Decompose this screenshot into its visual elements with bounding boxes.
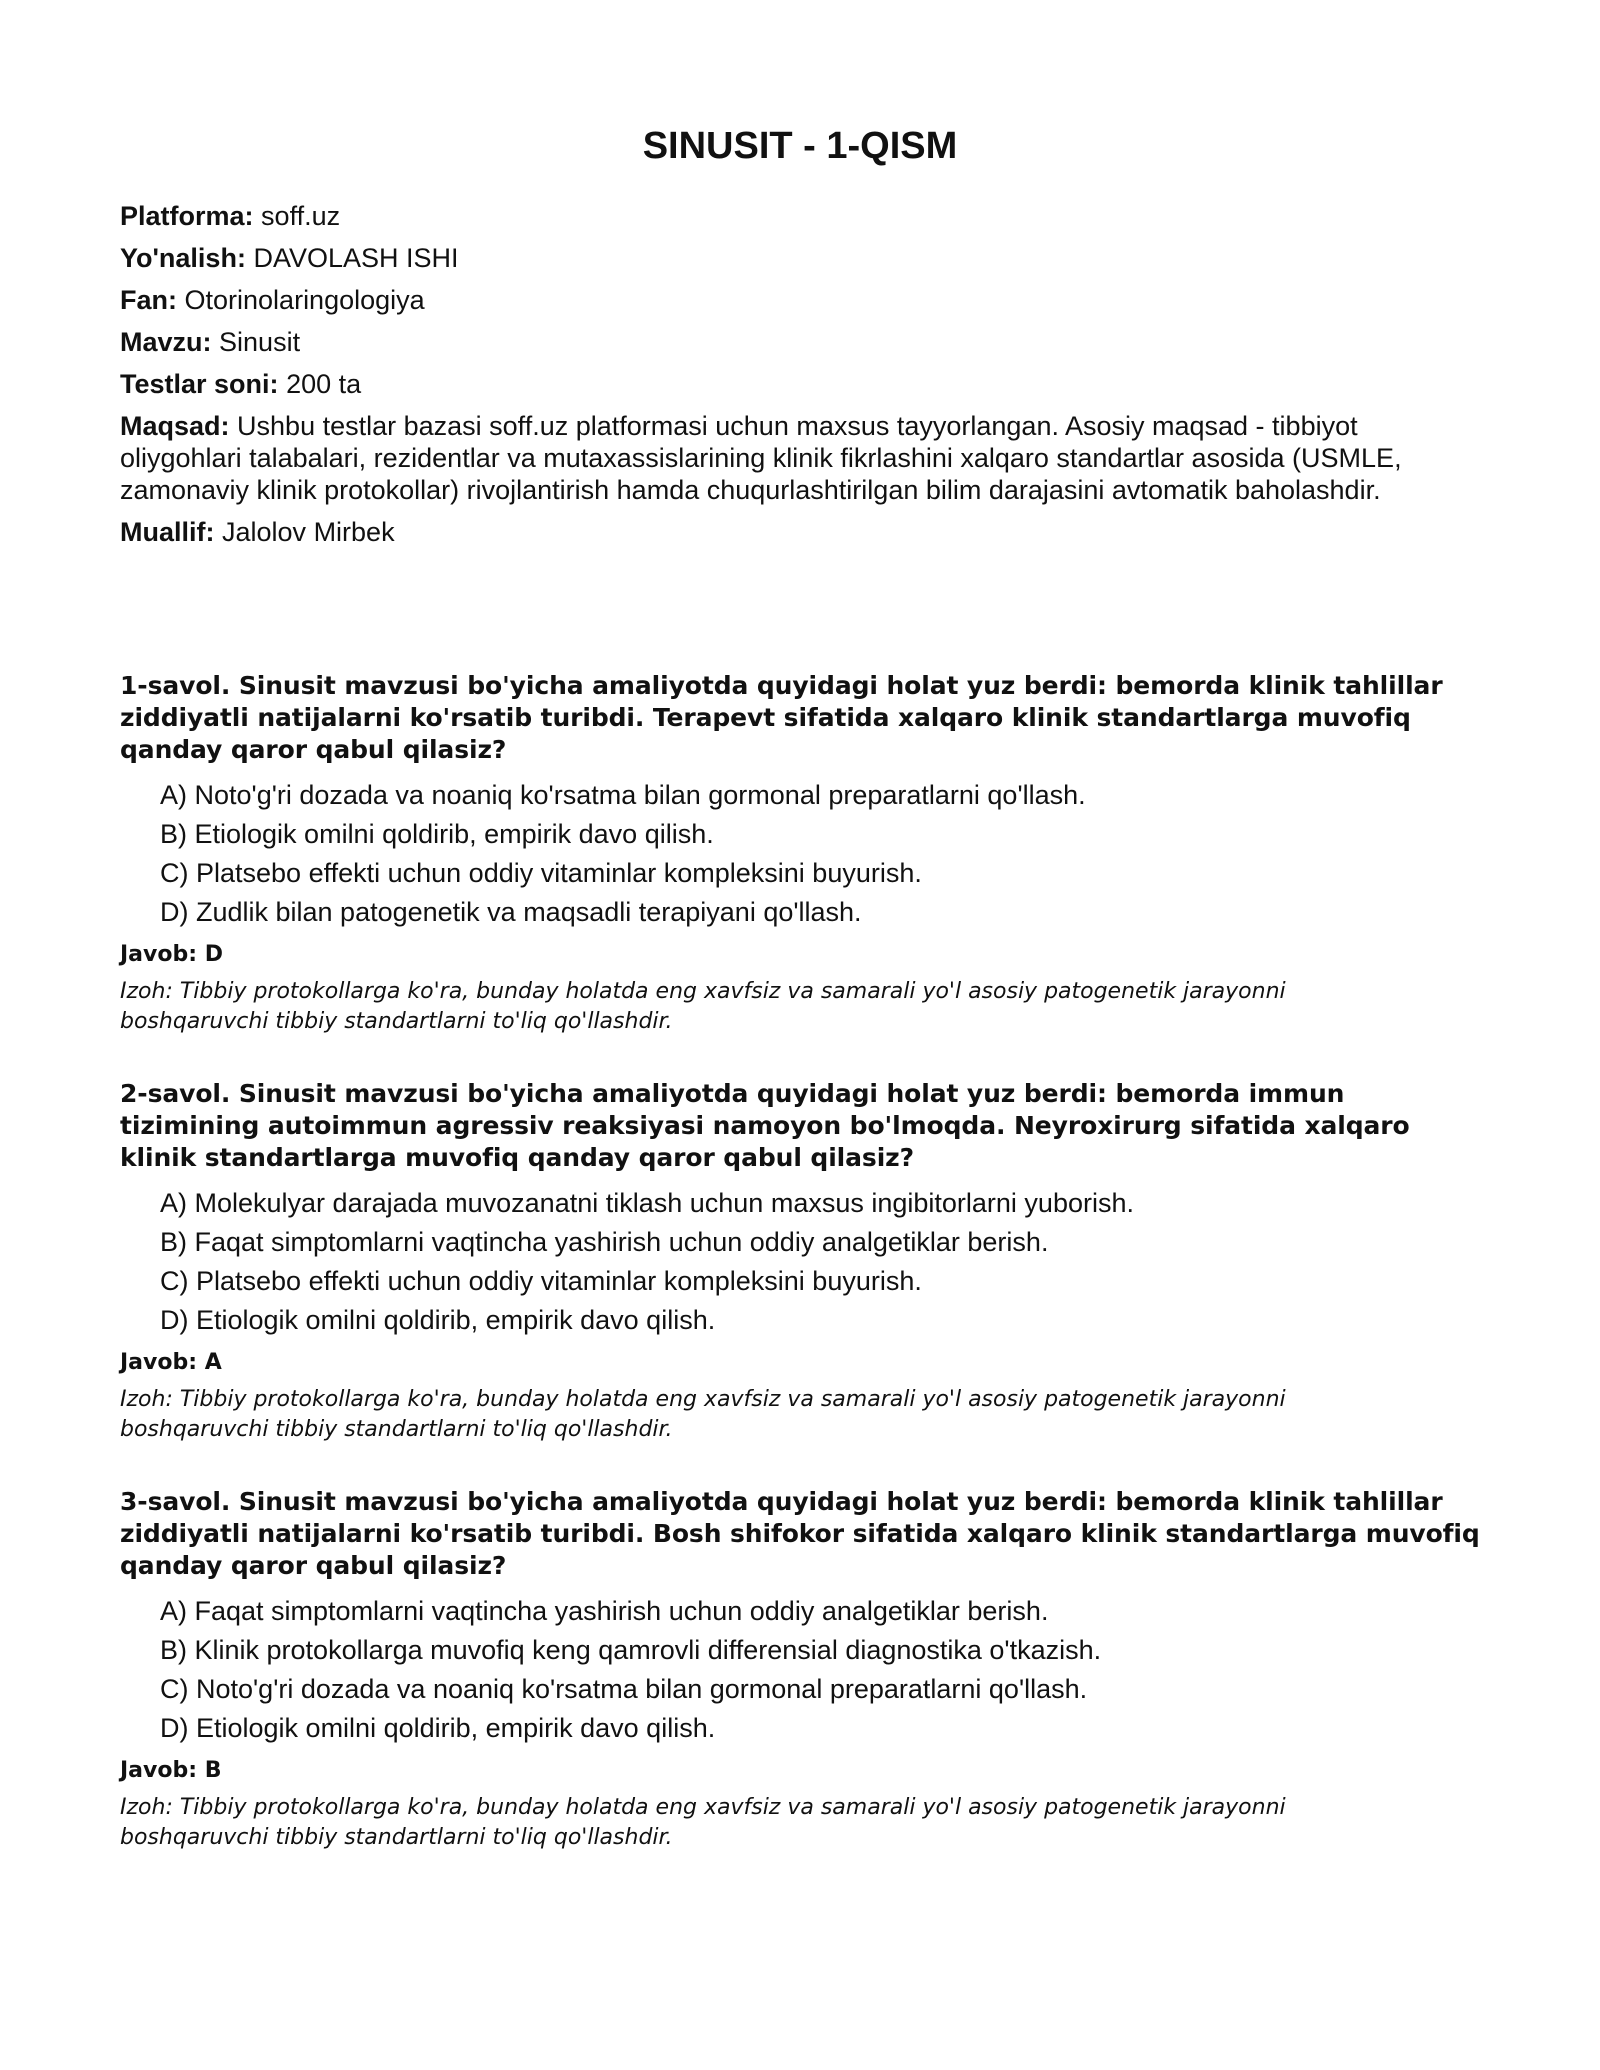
metadata-block xyxy=(120,200,1480,558)
meta-value: 200 ta xyxy=(286,369,362,399)
option-c: C) Noto'g'ri dozada va noaniq ko'rsatma bilan gormonal preparatlarni qo'llash. xyxy=(160,1674,1088,1704)
meta-label: Yo'nalish: xyxy=(120,243,246,273)
meta-label: Platforma: xyxy=(120,201,254,231)
answer-options xyxy=(120,780,1480,927)
question-text: 2-savol. Sinusit mavzusi bo'yicha amaliyotda quyidagi holat yuz berdi: bemorda immun tizimining autoimmun agressiv reaksiyasi namoyon bo'lmoqda. Neyroxirurg sifatida xalqaro klinik standartlarga muvofiq qanday qaror qabul qilasiz? xyxy=(120,1079,1410,1172)
option-a: A) Faqat simptomlarni vaqtincha yashirish uchun oddiy analgetiklar berish. xyxy=(160,1596,1049,1626)
option-b: B) Klinik protokollarga muvofiq keng qamrovli differensial diagnostika o'tkazish. xyxy=(160,1635,1102,1665)
answer-options xyxy=(120,1596,1480,1743)
document-page xyxy=(120,0,1480,2070)
option-a: A) Molekulyar darajada muvozanatni tiklash uchun maxsus ingibitorlarni yuborish. xyxy=(160,1188,1134,1218)
meta-value: soff.uz xyxy=(261,201,341,231)
option-b: B) Faqat simptomlarni vaqtincha yashirish uchun oddiy analgetiklar berish. xyxy=(160,1227,1049,1257)
meta-value: Ushbu testlar bazasi soff.uz platformasi uchun maxsus tayyorlangan. Asosiy maqsad - tibbiyot oliygohlari talabalari, rezidentlar va mutaxassislarining klinik fikrlashini xalqaro standartlar asosida (USMLE, zamonaviy klinik protokollar) rivojlantirish hamda chuqurlashtirilgan bilim darajasini avtomatik baholashdir. xyxy=(120,411,1402,505)
answer-label: Javob: B xyxy=(120,1758,222,1783)
option-c: C) Platsebo effekti uchun oddiy vitaminlar kompleksini buyurish. xyxy=(160,1266,922,1296)
answer-options xyxy=(120,1188,1480,1335)
meta-direction xyxy=(120,242,1480,274)
explanation-note: Izoh: Tibbiy protokollarga ko'ra, bunday holatda eng xavfsiz va samarali yo'l asosiy patogenetik jarayonni boshqaruvchi tibbiy standartlarni to'liq qo'llashdir. xyxy=(120,979,1286,1034)
meta-topic xyxy=(120,326,1480,358)
meta-platform xyxy=(120,200,1480,232)
meta-value: Otorinolaringologiya xyxy=(184,285,425,315)
option-d: D) Etiologik omilni qoldirib, empirik davo qilish. xyxy=(160,1713,716,1743)
meta-subject xyxy=(120,284,1480,316)
option-d: D) Zudlik bilan patogenetik va maqsadli terapiyani qo'llash. xyxy=(160,897,862,927)
meta-label: Muallif: xyxy=(120,517,215,547)
meta-value: Jalolov Mirbek xyxy=(222,517,395,547)
option-b: B) Etiologik omilni qoldirib, empirik davo qilish. xyxy=(160,819,714,849)
question-text: 1-savol. Sinusit mavzusi bo'yicha amaliyotda quyidagi holat yuz berdi: bemorda klinik tahlillar ziddiyatli natijalarni ko'rsatib turibdi. Terapevt sifatida xalqaro klinik standartlarga muvofiq qanday qaror qabul qilasiz? xyxy=(120,671,1443,764)
meta-value: Sinusit xyxy=(219,327,301,357)
meta-value: DAVOLASH ISHI xyxy=(253,243,459,273)
option-d: D) Etiologik omilni qoldirib, empirik davo qilish. xyxy=(160,1305,716,1335)
meta-label: Testlar soni: xyxy=(120,369,279,399)
meta-label: Maqsad: xyxy=(120,411,230,441)
question-text: 3-savol. Sinusit mavzusi bo'yicha amaliyotda quyidagi holat yuz berdi: bemorda klinik tahlillar ziddiyatli natijalarni ko'rsatib turibdi. Bosh shifokor sifatida xalqaro klinik standartlarga muvofiq qanday qaror qabul qilasiz? xyxy=(120,1487,1480,1580)
meta-label: Fan: xyxy=(120,285,177,315)
meta-test-count xyxy=(120,368,1480,400)
option-c: C) Platsebo effekti uchun oddiy vitaminlar kompleksini buyurish. xyxy=(160,858,922,888)
answer-label: Javob: A xyxy=(120,1350,222,1375)
meta-label: Mavzu: xyxy=(120,327,212,357)
question-1 xyxy=(120,670,1480,1037)
meta-author xyxy=(120,516,1480,548)
answer-label: Javob: D xyxy=(120,942,223,967)
option-a: A) Noto'g'ri dozada va noaniq ko'rsatma bilan gormonal preparatlarni qo'llash. xyxy=(160,780,1086,810)
meta-purpose xyxy=(120,410,1480,506)
explanation-note: Izoh: Tibbiy protokollarga ko'ra, bunday holatda eng xavfsiz va samarali yo'l asosiy patogenetik jarayonni boshqaruvchi tibbiy standartlarni to'liq qo'llashdir. xyxy=(120,1387,1286,1442)
question-3 xyxy=(120,1486,1480,1853)
document-title: SINUSIT - 1-QISM xyxy=(642,125,958,167)
question-2 xyxy=(120,1078,1480,1445)
explanation-note: Izoh: Tibbiy protokollarga ko'ra, bunday holatda eng xavfsiz va samarali yo'l asosiy patogenetik jarayonni boshqaruvchi tibbiy standartlarni to'liq qo'llashdir. xyxy=(120,1795,1286,1850)
